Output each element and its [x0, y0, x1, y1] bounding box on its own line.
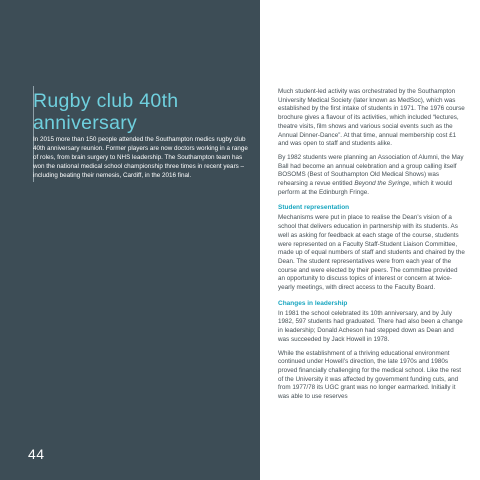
paragraph: In 1981 the school celebrated its 10th anniversary, and by July 1982, 597 students had graduated. There had also been a change in leadership; Donald Acheson had stepped down as Dean and was succeeded by Jack Howell in 1978. — [278, 309, 463, 343]
paragraph: Mechanisms were put in place to realise the Dean’s vision of a school that delivers education in partnership with its students. As well as asking for feedback at each stage of the course, students were represented on a Faculty Staff-Student Liaison Committee, made up of equal numbers of staff and students and chaired by the Dean. The student representatives were from each year of the course and were elected by their peers. The committee provided an opportunity to discuss topics of interest or concern at twice-yearly meetings, with direct access to the Faculty Board. — [278, 214, 465, 292]
feature-title — [33, 90, 243, 134]
feature-title-line-2: anniversary — [33, 112, 138, 134]
paragraph — [278, 154, 466, 198]
main-column — [278, 88, 466, 407]
feature-body: In 2015 more than 150 people attended the Southampton medics rugby club 40th anniversary reunion. Former players are now doctors working in a range of roles, from brain surgery to NHS leadership. The Southampton team has won the national medical school championship three times in recent years – including beating their nemesis, Cardiff, in the 2016 final. — [33, 136, 248, 180]
paragraph-text: By 1982 students were planning an Association of Alumni, the May Ball had become an annual celebration and a group calling itself BOSOMS (Best of Southampton Old Medical Shows) was rehearsing a revue entitled — [278, 153, 464, 188]
section-heading-student-representation: Student representation — [278, 204, 350, 212]
paragraph: While the establishment of a thriving educational environment continued under Howell’s direction, the late 1970s and 1980s proved financially challenging for the medical school. Like the rest of the University it was affected by government funding cuts, and from 1977/78 its UGC grant was no longer earmarked. Initially it was able to use reserves — [278, 349, 462, 401]
revue-title: Beyond the Syringe — [354, 180, 410, 188]
page-number: 44 — [28, 446, 45, 462]
paragraph: Much student-led activity was orchestrated by the Southampton University Medical Society (later known as MedSoc), which was established by the first intake of students in 1971. The 1976 course brochure gives a flavour of its activities, which included “lectures, theatre visits, film shows and various social events such as the Annual Dinner-Dance”. At that time, annual membership cost £1 and was open to staff and students alike. — [278, 88, 465, 148]
section-heading-changes-in-leadership: Changes in leadership — [278, 299, 348, 307]
paragraph-text: , which it would perform at the Edinburgh Fringe. — [278, 180, 452, 196]
feature-title-line-1: Rugby club 40th — [33, 90, 179, 112]
